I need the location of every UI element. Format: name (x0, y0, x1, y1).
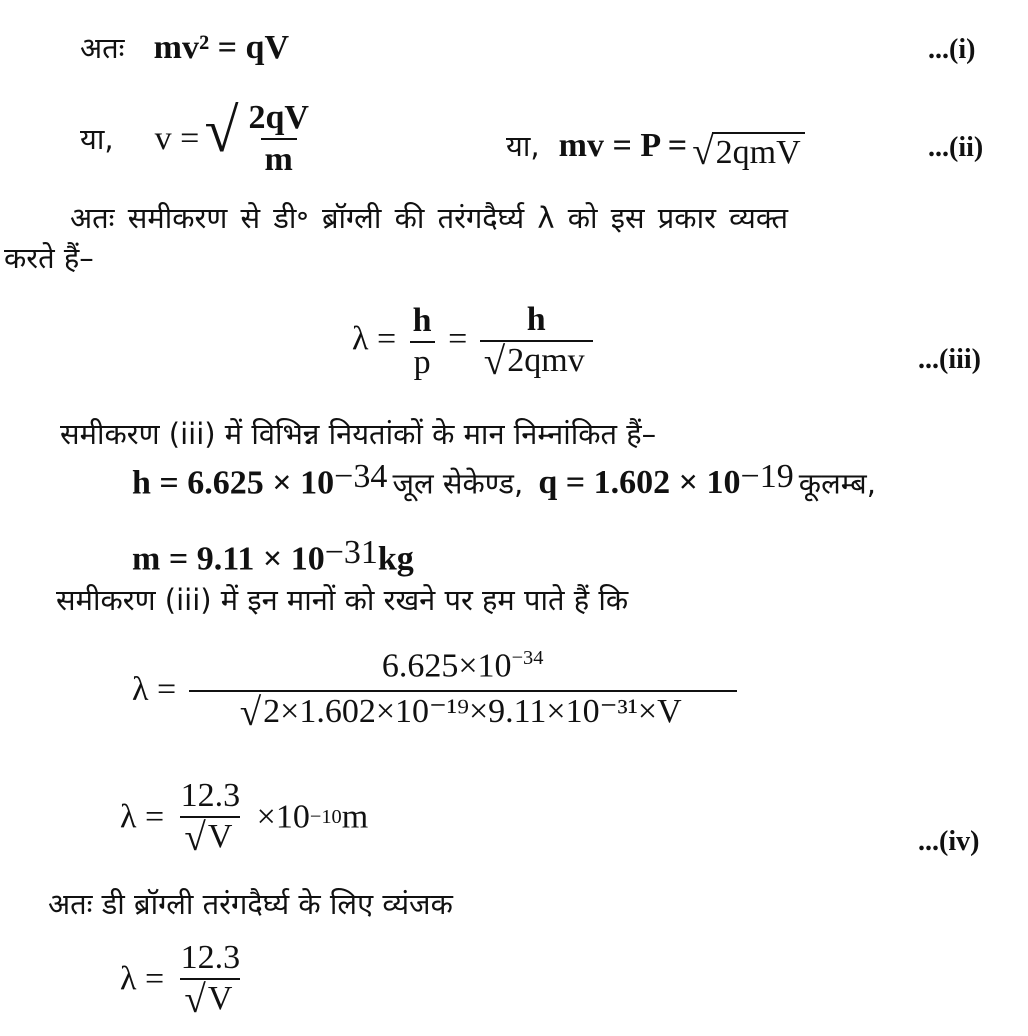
momentum-text: mv = P = (558, 127, 688, 164)
sqrt-2qmV: √ 2qmV (692, 132, 804, 171)
fraction-numerator: 2qV (248, 99, 309, 136)
paragraph-3: समीकरण (iii) में इन मानों को रखने पर हम पाते हैं कि (56, 583, 629, 617)
lambda-lhs: λ = (352, 320, 397, 358)
sqrt-V: V (207, 818, 233, 856)
fraction-denominator: m (261, 138, 297, 178)
final-numerator: 12.3 (180, 939, 241, 976)
m-unit: kg (377, 540, 414, 578)
sqrt-expression: √ $\frac{2qV}{m}$ (204, 100, 321, 177)
equals-sign: = (448, 320, 468, 358)
constants-line-1 (132, 458, 876, 502)
final-expression: λ = 12.3 √ V (120, 940, 248, 1019)
q-exponent: −19 (740, 458, 794, 495)
h-value: h = 6.625 × 10 (132, 464, 335, 502)
sqrt-2qmv: 2qmv (507, 342, 585, 380)
q-unit: कूलम्ब, (798, 466, 876, 501)
paragraph-4: अतः डी ब्रॉग्ली तरंगदैर्घ्य के लिए व्यंजक (48, 887, 453, 921)
power-exponent: −10 (309, 806, 342, 829)
q-value: q = 1.602 × 10 (538, 464, 741, 502)
equation-ii-left (80, 97, 321, 178)
m-exponent: −31 (324, 534, 378, 571)
h-numerator: h (412, 302, 432, 340)
lambda-lhs-2: λ = (132, 670, 177, 708)
p-denominator: p (410, 341, 435, 381)
lambda-lhs-3: λ = (120, 798, 165, 836)
denominator-radicand: 2×1.602×10⁻¹⁹×9.11×10⁻³¹×V (263, 692, 682, 730)
paragraph-1-line-2: करते हैं– (4, 241, 94, 275)
equation-text: mv² = qV (153, 29, 289, 66)
final-sqrt-V: V (207, 980, 233, 1018)
v-lhs: v = (154, 119, 200, 157)
equation-tag-ii: ...(ii) (928, 132, 984, 163)
prefix-text: अतः (80, 31, 125, 65)
equation-substituted: λ = $6.625\times 10^{-34}$ √ 2×1.602×10⁻¹⁹×9.11×10⁻³¹×V (132, 648, 741, 732)
equation-iii: λ = $\frac{h}{p}$ = h √ 2qmv (352, 302, 597, 381)
equation-i (80, 28, 289, 67)
equation-iv: λ = 12.3 √ V ×10−10m (120, 777, 369, 860)
unit-m: m (341, 798, 369, 836)
h-exponent: −34 (334, 458, 388, 495)
power-of-ten: ×10 (256, 798, 310, 836)
equation-tag-i: ...(i) (928, 34, 976, 65)
h-numerator-2: h (526, 301, 546, 338)
numerator-12-3: 12.3 (180, 777, 241, 814)
equation-ii-right (506, 126, 805, 171)
numerator-value: 6.625×10 (381, 647, 512, 685)
h-unit: जूल सेकेण्ड, (392, 466, 524, 501)
equation-tag-iii: ...(iii) (918, 344, 981, 375)
ya-text-2: या, (506, 129, 540, 163)
numerator-exponent: −34 (511, 647, 544, 669)
equation-tag-iv: ...(iv) (918, 826, 980, 857)
m-value: m = 9.11 × 10 (132, 540, 325, 578)
paragraph-2: समीकरण (iii) में विभिन्न नियतांकों के मान निम्नांकित हैं– (60, 417, 657, 451)
ya-text: या, (80, 122, 114, 157)
lambda-lhs-4: λ = (120, 960, 165, 998)
constants-line-2 (132, 534, 414, 578)
paragraph-1-line-1: अतः समीकरण से डी॰ ब्रॉग्ली की तरंगदैर्घ्य λ को इस प्रकार व्यक्त (70, 201, 788, 235)
